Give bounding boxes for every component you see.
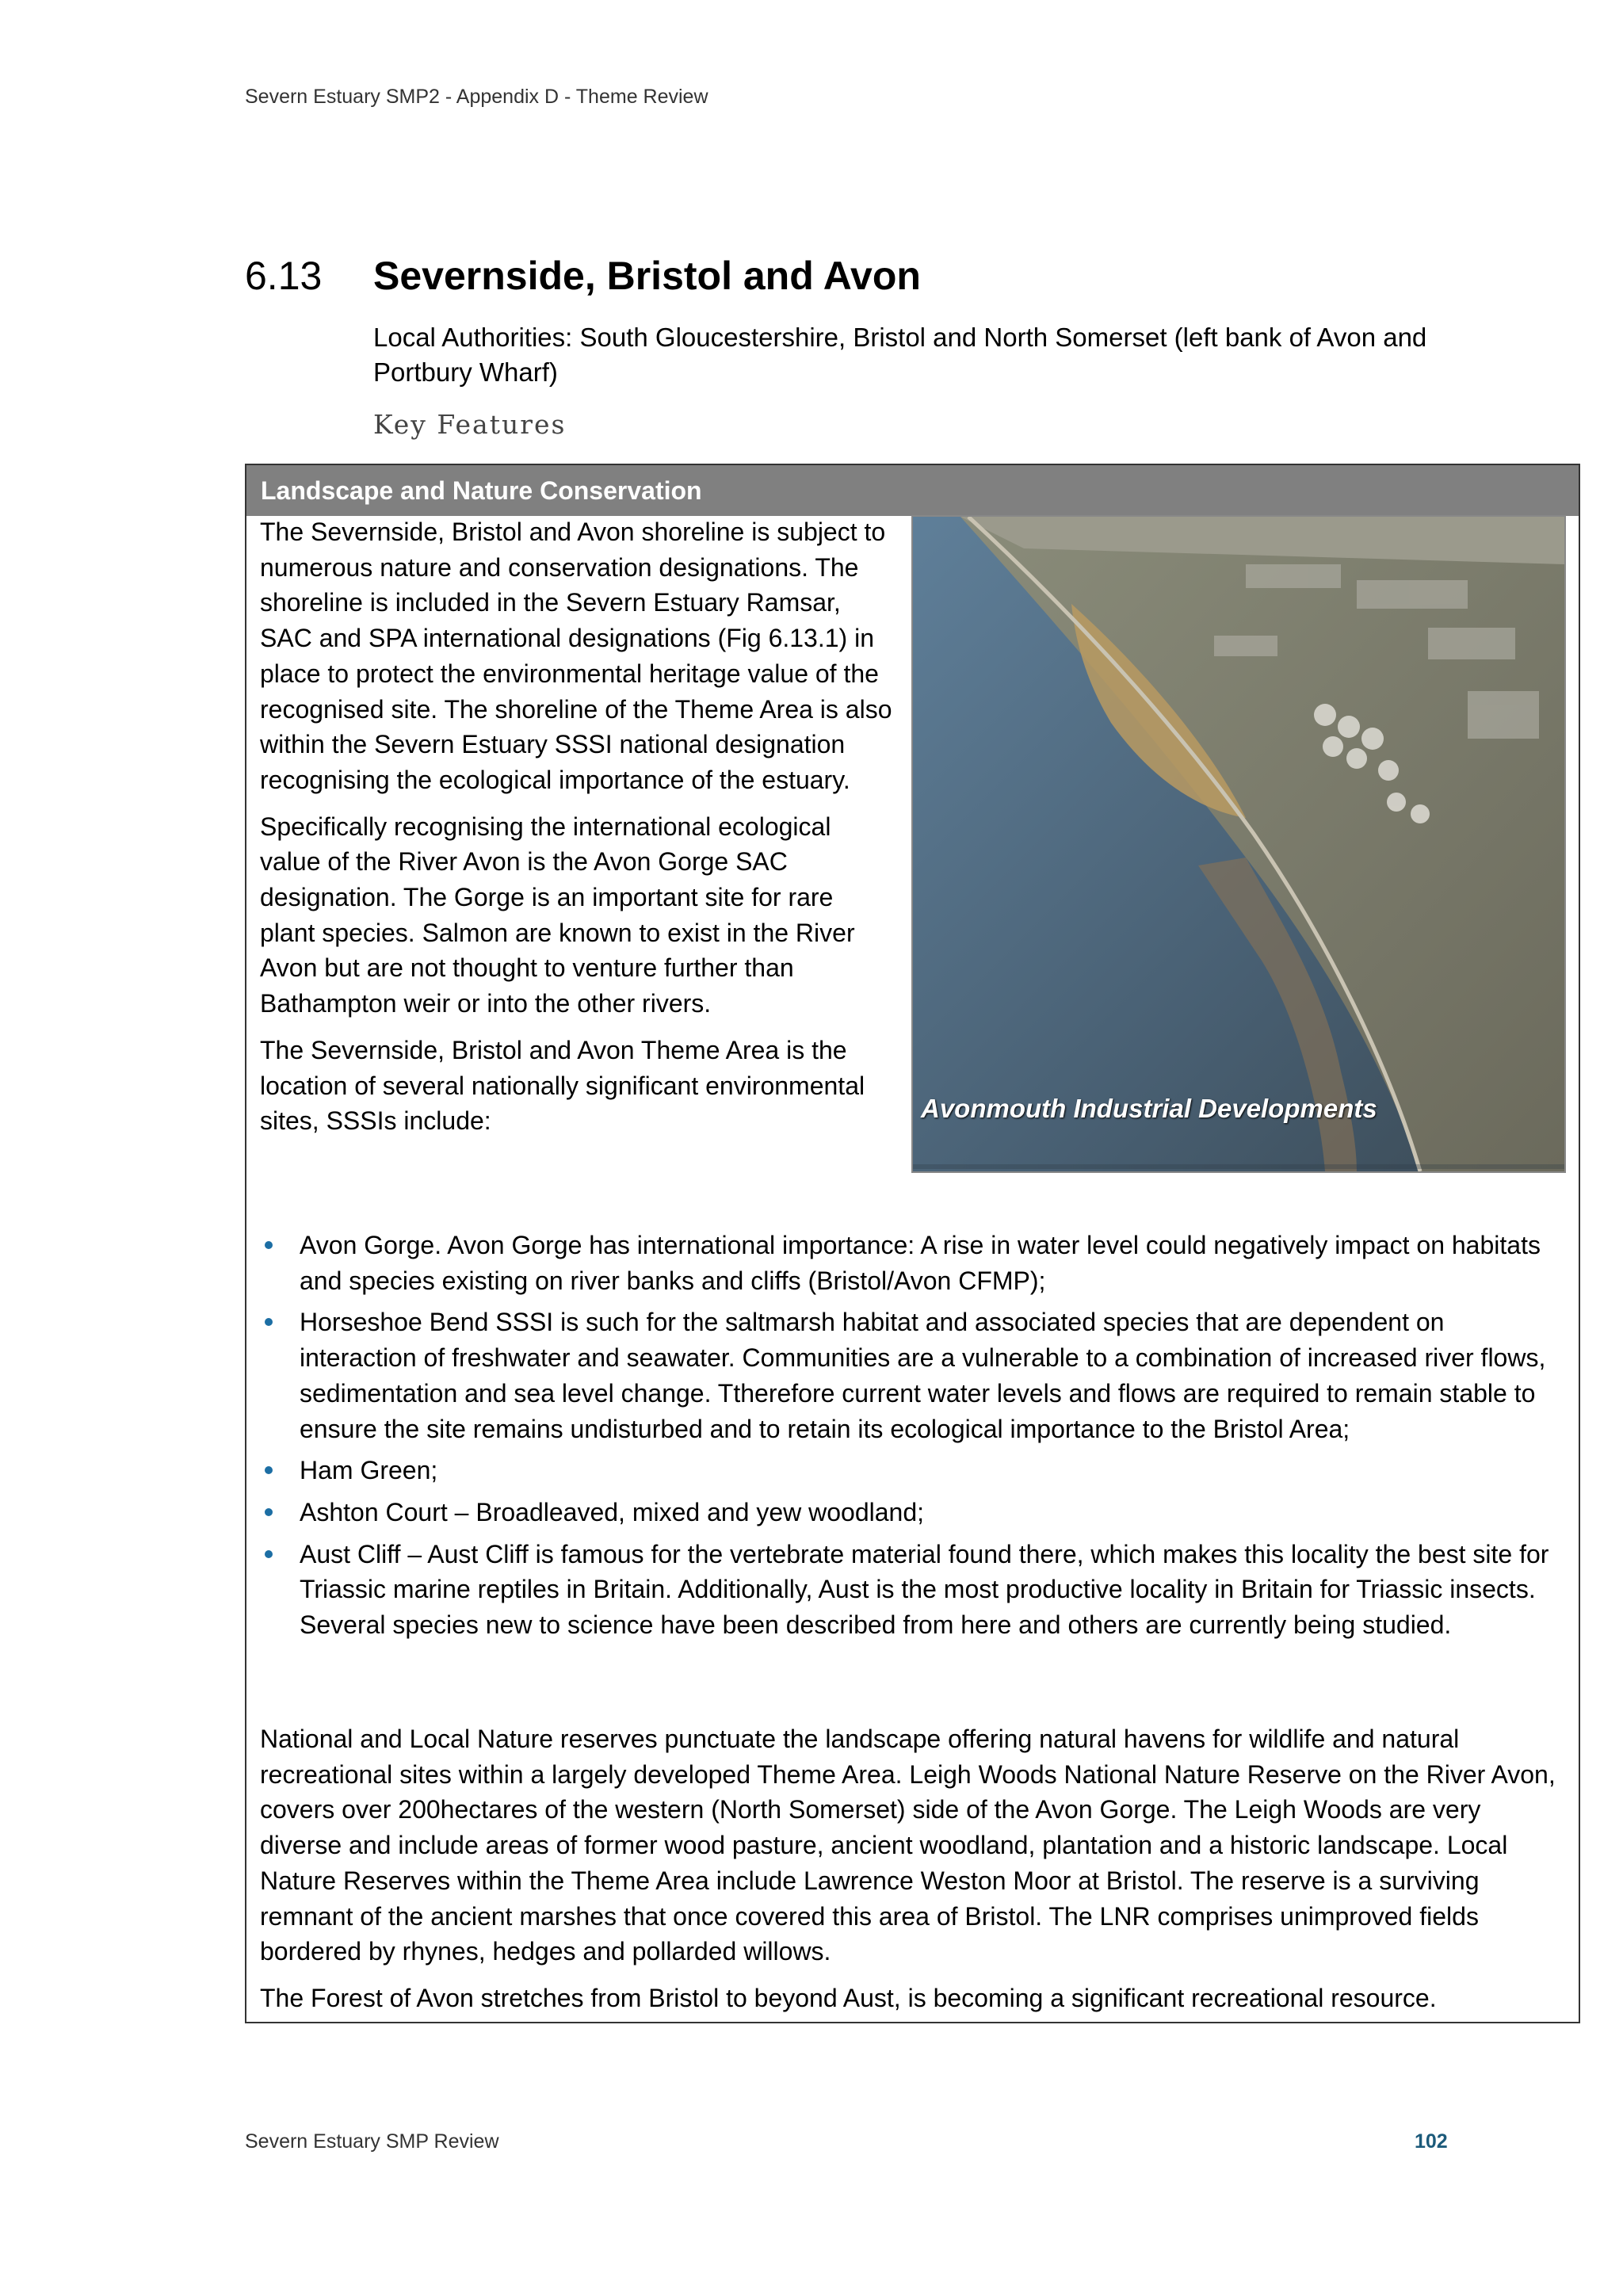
photo-caption: Avonmouth Industrial Developments (921, 1094, 1377, 1123)
aerial-photo (911, 515, 1566, 1173)
list-item: Horseshoe Bend SSSI is such for the saltmarsh habitat and associated species that are dependent on interaction of freshwater and seawater. Communities are a vulnerable to a combination of increased river flows, sedimentation and sea level change. Ttherefore current water levels and flows are required to remain stable to ensure the site remains undisturbed and to retain its ecological importance to the Bristol Area; (260, 1305, 1568, 1446)
paragraph: National and Local Nature reserves punctuate the landscape offering natural havens for wildlife and natural recreational sites within a largely developed Theme Area. Leigh Woods National Nature Reserve on the River Avon, covers over 200hectares of the western (North Somerset) side of the Avon Gorge. The Leigh Woods are very diverse and include areas of former wood pasture, ancient woodland, plantation and a historic landscape. Local Nature Reserves within the Theme Area include Lawrence Weston Moor at Bristol. The reserve is a surviving remnant of the ancient marshes that once covered this area of Bristol. The LNR comprises unimproved fields bordered by rhynes, hedges and pollarded willows. (260, 1725, 1556, 1966)
page-number: 102 (1415, 2130, 1448, 2153)
box-heading: Landscape and Nature Conservation (246, 465, 1579, 516)
paragraph: Specifically recognising the international ecological value of the River Avon is the Avon Gorge SAC designation. The Gorge is an important site for rare plant species. Salmon are known to exist in the River Avon but are not thought to venture further than Bathampton weir or into the other rivers. (260, 812, 855, 1018)
list-item: Ham Green; (260, 1453, 1568, 1488)
landscape-nature-box (245, 464, 1580, 2023)
footer-title: Severn Estuary SMP Review (245, 2130, 499, 2153)
section-title: Severnside, Bristol and Avon (373, 254, 921, 298)
section-heading (245, 252, 921, 300)
paragraph: The Forest of Avon stretches from Bristol to beyond Aust, is becoming a significant recreational resource. (260, 1983, 1437, 2012)
sssi-list (260, 1228, 1568, 1649)
closing-text (260, 1721, 1568, 2027)
key-features-label: Key Features (373, 409, 567, 440)
paragraph: The Severnside, Bristol and Avon Theme Area is the location of several nationally significant environmental sites, SSSIs include: (260, 1035, 865, 1136)
list-item: Ashton Court – Broadleaved, mixed and yew woodland; (260, 1495, 1568, 1530)
running-header: Severn Estuary SMP2 - Appendix D - Theme Review (245, 86, 708, 108)
local-authorities: Local Authorities: South Gloucestershire, Bristol and North Somerset (left bank of Avon and Portbury Wharf) (373, 323, 1427, 387)
list-item: Avon Gorge. Avon Gorge has international importance: A rise in water level could negatively impact on habitats and species existing on river banks and cliffs (Bristol/Avon CFMP); (260, 1228, 1568, 1298)
section-number: 6.13 (245, 254, 323, 298)
list-item: Aust Cliff – Aust Cliff is famous for the vertebrate material found there, which makes this locality the best site for Triassic marine reptiles in Britain. Additionally, Aust is the most productive locality in Britain for Triassic insects. Several species new to science have been described from here and others are currently being studied. (260, 1537, 1568, 1643)
intro-text (260, 514, 894, 1150)
aerial-photo-illustration (913, 517, 1564, 1171)
paragraph: The Severnside, Bristol and Avon shoreline is subject to numerous nature and conservation designations. The shoreline is included in the Severn Estuary Ramsar, SAC and SPA international designations (Fig 6.13.1) in place to protect the environmental heritage value of the recognised site. The shoreline of the Theme Area is also within the Severn Estuary SSSI national designation recognising the ecological importance of the estuary. (260, 518, 892, 794)
